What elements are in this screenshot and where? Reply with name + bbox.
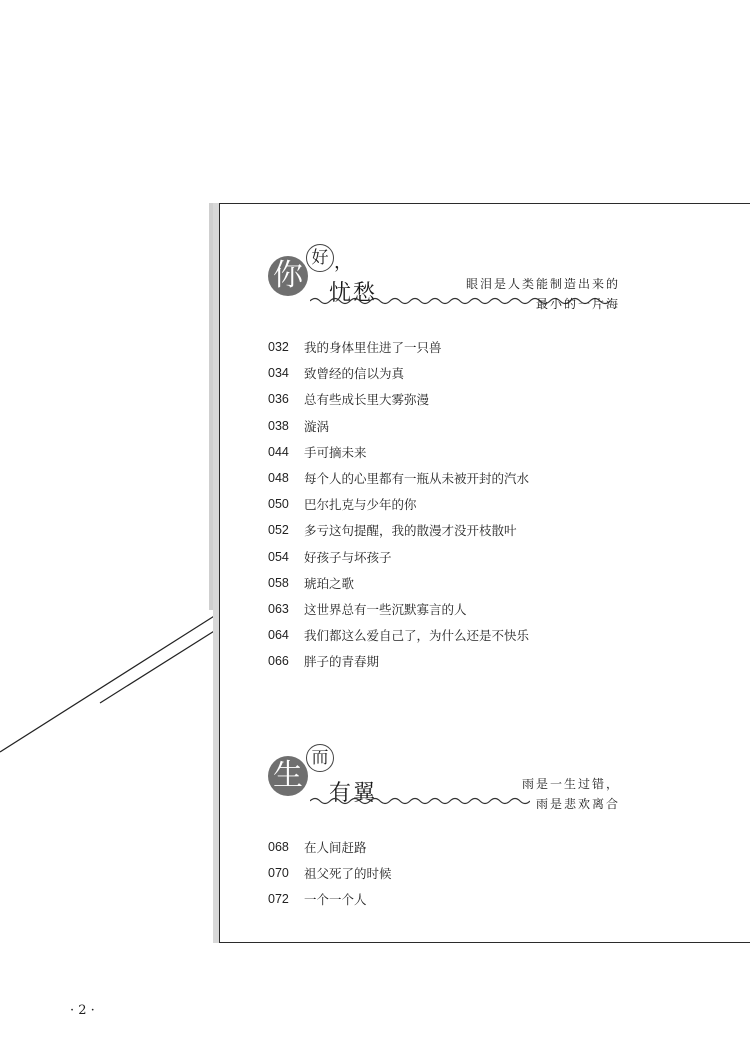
subtitle-line: 雨是悲欢离合 xyxy=(535,797,620,811)
chapter-small-char: 而 xyxy=(306,744,334,772)
toc-page-number: 048 xyxy=(268,471,289,486)
toc-entry[interactable] xyxy=(268,334,529,360)
toc-page-number: 036 xyxy=(268,392,289,407)
toc-title: 致曾经的信以为真 xyxy=(304,366,405,382)
toc-title: 好孩子与坏孩子 xyxy=(304,549,392,565)
toc-page-number: 068 xyxy=(268,840,289,855)
toc-entry[interactable] xyxy=(268,517,529,543)
subtitle-line: 眼泪是人类能制造出来的 xyxy=(465,277,620,291)
toc-title: 我们都这么爱自己了，为什么还是不快乐 xyxy=(304,628,530,644)
chapter-comma: ， xyxy=(334,252,352,273)
toc-title: 我的身体里住进了一只兽 xyxy=(304,340,442,356)
chapter-title: 忧愁 xyxy=(329,281,378,306)
toc-title: 手可摘未来 xyxy=(304,444,367,460)
toc-entry[interactable] xyxy=(268,648,529,674)
toc-title: 每个人的心里都有一瓶从未被开封的汽水 xyxy=(304,471,530,487)
toc-entry[interactable] xyxy=(268,886,392,912)
toc-entry[interactable] xyxy=(268,622,529,648)
contents-page xyxy=(219,203,750,943)
toc-title: 这世界总有一些沉默寡言的人 xyxy=(304,601,467,617)
toc-entry[interactable] xyxy=(268,386,529,412)
toc-entry[interactable] xyxy=(268,596,529,622)
toc-title: 一个一个人 xyxy=(304,892,367,908)
page-number: · 2 · xyxy=(70,1003,95,1018)
toc-entry[interactable] xyxy=(268,544,529,570)
toc-page-number: 066 xyxy=(268,654,289,669)
toc-entry[interactable] xyxy=(268,439,529,465)
toc-entry[interactable] xyxy=(268,491,529,517)
chapter-title: 有翼 xyxy=(329,781,378,806)
toc-title: 在人间赶路 xyxy=(304,840,367,856)
subtitle-line: 最小的一片海 xyxy=(535,297,620,311)
chapter-subtitle xyxy=(522,774,620,814)
toc-page-number: 072 xyxy=(268,892,289,907)
toc-page-number: 058 xyxy=(268,575,289,590)
chapter-subtitle xyxy=(466,274,620,314)
toc-title: 总有些成长里大雾弥漫 xyxy=(304,392,430,408)
chapter-small-char: 好 xyxy=(306,244,334,272)
wave-divider xyxy=(310,796,530,806)
toc-page-number: 070 xyxy=(268,866,289,881)
toc-page-number: 050 xyxy=(268,497,289,512)
toc-list xyxy=(268,834,392,913)
toc-entry[interactable] xyxy=(268,570,529,596)
toc-entry[interactable] xyxy=(268,834,392,860)
toc-entry[interactable] xyxy=(268,465,529,491)
toc-entry[interactable] xyxy=(268,360,529,386)
chapter-big-char: 你 xyxy=(268,256,308,296)
toc-entry[interactable] xyxy=(268,860,392,886)
toc-page-number: 044 xyxy=(268,444,289,459)
toc-title: 琥珀之歌 xyxy=(304,575,355,591)
chapter-big-char: 生 xyxy=(268,756,308,796)
toc-title: 胖子的青春期 xyxy=(304,654,380,670)
toc-page-number: 054 xyxy=(268,549,289,564)
toc-page-number: 038 xyxy=(268,418,289,433)
toc-page-number: 063 xyxy=(268,601,289,616)
toc-page-number: 034 xyxy=(268,366,289,381)
toc-page-number: 064 xyxy=(268,628,289,643)
toc-page-number: 032 xyxy=(268,340,289,355)
toc-title: 多亏这句提醒，我的散漫才没开枝散叶 xyxy=(304,523,517,539)
toc-entry[interactable] xyxy=(268,413,529,439)
toc-list xyxy=(268,334,529,674)
toc-title: 漩涡 xyxy=(304,418,330,434)
toc-title: 祖父死了的时候 xyxy=(304,866,392,882)
toc-page-number: 052 xyxy=(268,523,289,538)
toc-title: 巴尔扎克与少年的你 xyxy=(304,497,417,513)
subtitle-line: 雨是一生过错， xyxy=(521,777,620,791)
